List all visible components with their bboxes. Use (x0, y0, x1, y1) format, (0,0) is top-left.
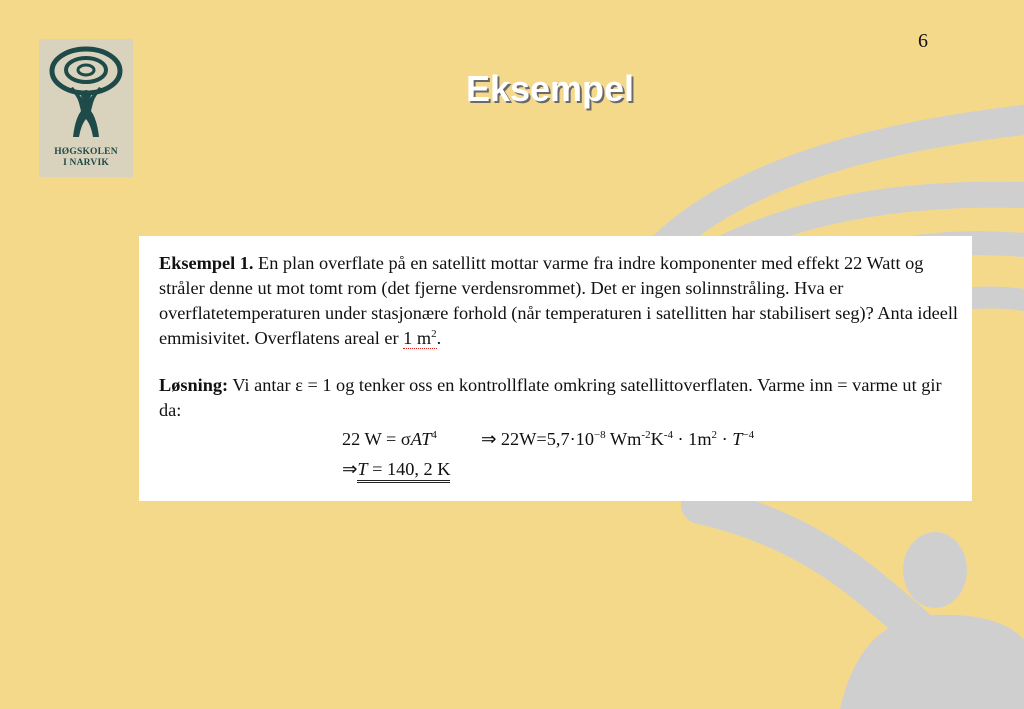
eq2-mid: · 1m (672, 429, 712, 449)
solution-text1: Vi antar (228, 375, 296, 395)
eq1-at: AT (410, 429, 432, 449)
figure-body (840, 615, 1024, 709)
example-text: En plan overflate på en satellitt mottar varme fra indre komponenter med effekt 22 Watt og stråler denne ut mot tomt rom (det fjerne verdensrommet). Det er ingen solinnstråling. Hva er overflatetemperaturen under stasjonære forhold (når temperaturen i satellitten har stabilisert seg)? Anta ideell emmisivitet. Overflatens areal er (159, 253, 958, 348)
eq2-exp5: −4 (742, 428, 755, 441)
example-heading: Eksempel 1. (159, 253, 254, 273)
equation-result (342, 459, 450, 480)
example-paragraph (159, 251, 964, 351)
eq2-exp4: 2 (711, 428, 718, 441)
area-exponent: 2 (431, 327, 437, 340)
slide-number: 6 (918, 30, 928, 52)
example-content-box (139, 236, 972, 501)
eq2-k: K (650, 429, 664, 449)
logo-text-line1: HØGSKOLEN (54, 147, 118, 157)
solution-heading: Løsning: (159, 375, 229, 395)
eq2-arrow: ⇒ (481, 429, 497, 449)
eq2-exp3: -4 (663, 428, 673, 441)
figure-head (903, 532, 967, 608)
solution-text2: og tenker oss en kontrollflate omkring satellittoverflaten. Varme inn = varme ut gir da: (159, 375, 942, 420)
eq2-exp1: −8 (593, 428, 606, 441)
eq2-unit: Wm (605, 429, 642, 449)
area-text: 1 m (403, 328, 432, 348)
solution-paragraph (159, 373, 964, 423)
eq2-t: T (732, 429, 743, 449)
eq2-exp2: -2 (641, 428, 651, 441)
eq3-arrow: ⇒ (342, 459, 358, 479)
eq2-main: 22W=5,7·10 (496, 429, 594, 449)
eq3-val: = 140, 2 K (367, 459, 451, 479)
slide-title: Eksempel (465, 68, 635, 109)
equation-substitution (481, 429, 754, 450)
equation-energy-balance (342, 429, 437, 450)
result-value (357, 459, 450, 483)
eq3-t: T (357, 459, 368, 479)
epsilon-expression: ε = 1 (295, 375, 332, 395)
example-end: . (436, 328, 442, 348)
eq1-exponent: 4 (431, 428, 437, 441)
logo-text-line2: I NARVIK (63, 158, 109, 168)
eq2-tail: · (717, 429, 733, 449)
eq1-lhs: 22 W = σ (342, 429, 411, 449)
area-value (403, 328, 436, 349)
